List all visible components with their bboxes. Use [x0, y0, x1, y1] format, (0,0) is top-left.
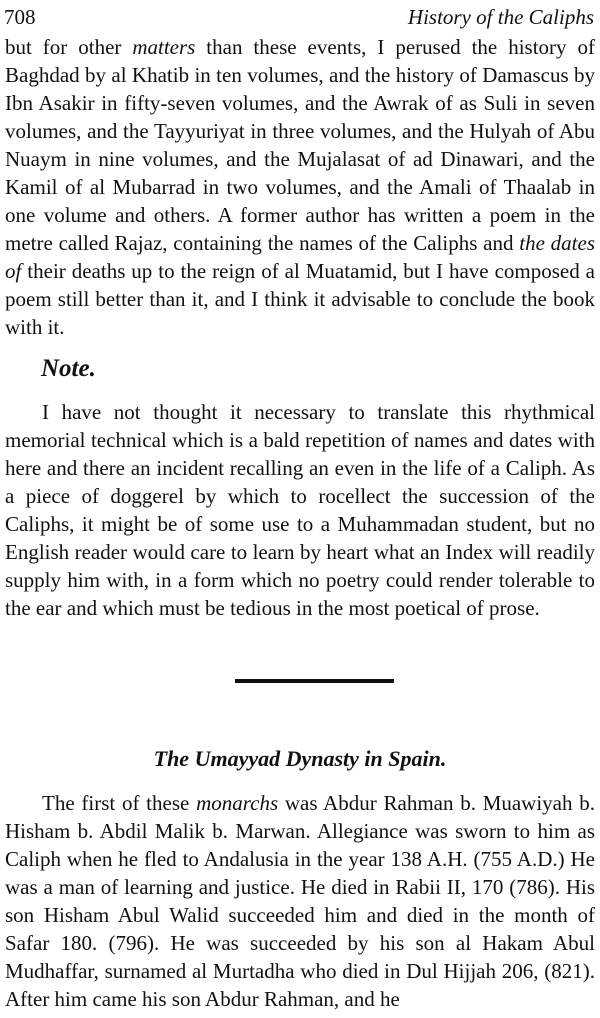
section-divider	[235, 679, 394, 683]
italic-run: matters	[132, 35, 196, 59]
italic-run: monarchs	[196, 791, 279, 815]
text-run: The first of these	[42, 791, 197, 815]
note-paragraph: I have not thought it necessary to translate this rhythmical memorial technical which is a bald repetition of names and dates with here and there an incident recalling an even in the life of a Caliph. As a piece of doggerel by which to rocellect the succession of the Caliphs, it might be of some use to a Muhammadan student, but no English reader would care to learn by heart what an Index will readily supply him with, in a form which no poetry could render tolerable to the ear and which must be tedious in the most poetical of prose.	[5, 400, 595, 620]
running-title: History of the Caliphs	[407, 5, 594, 29]
paragraph-continuation	[5, 33, 595, 341]
italic-run: the dates of	[5, 231, 595, 283]
text-run: than these events, I perused the history of Baghdad by al Khatib in ten volumes, and the history of Damascus by Ibn Asakir in fifty-seven volumes, and the Awrak of as Suli in seven volumes, and the Tayyuriyat in three volumes, and the Hulyah of Abu Nuaym in nine volumes, and the Mujalasat of ad Dinawari, and the Kamil of al Mubarrad in two volumes, and the Amali of Thaalab in one volume and others. A former author has written a poem in the metre called Rajaz, containing the names of the Caliphs and	[5, 35, 595, 255]
page-number: 708	[4, 5, 36, 29]
running-header	[4, 3, 594, 31]
section-paragraph	[5, 789, 595, 1013]
section-heading: The Umayyad Dynasty in Spain.	[153, 746, 447, 771]
text-run: but for other	[5, 35, 133, 59]
note-heading: Note.	[41, 355, 96, 382]
text-run: was Abdur Rahman b. Muawiyah b. Hisham b. Abdil Malik b. Marwan. Allegiance was sworn to him as Caliph when he fled to Andalusia in the year 138 A.H. (755 A.D.) He was a man of learning and justice. He died in Rabii II, 170 (786). His son Hisham Abul Walid succeeded him and died in the month of Safar 180. (796). He was succeeded by his son al Hakam Abul Mudhaffar, surnamed al Murtadha who died in Dul Hijjah 206, (821). After him came his son Abdur Rahman, and he	[5, 791, 595, 1011]
text-run: their deaths up to the reign of al Muatamid, but I have composed a poem still better than it, and I think it advisable to conclude the book with it.	[5, 259, 595, 339]
